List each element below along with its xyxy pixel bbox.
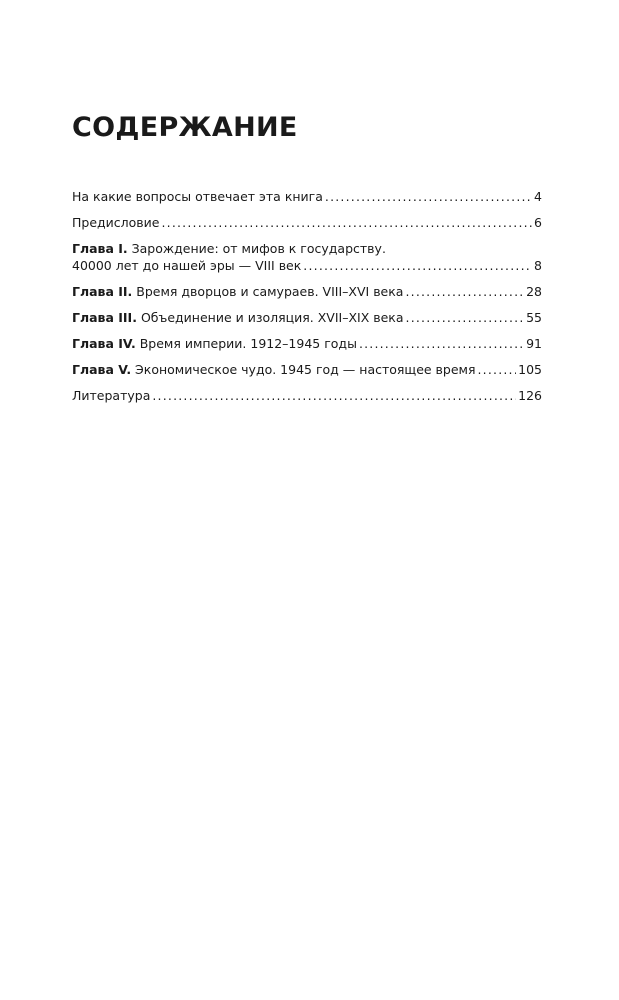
dot-leader	[152, 387, 516, 404]
toc-entry-preface[interactable]	[72, 214, 542, 231]
toc-entry-chapter-3[interactable]	[72, 309, 542, 326]
toc-page-number: 6	[534, 215, 542, 230]
table-of-contents	[72, 188, 542, 413]
toc-entry-chapter-4[interactable]	[72, 335, 542, 352]
toc-entry-line	[72, 257, 542, 274]
toc-entry-chapter-1[interactable]	[72, 240, 542, 274]
toc-entry-title	[72, 335, 357, 352]
toc-entry-line	[72, 309, 542, 326]
toc-page-number: 8	[534, 258, 542, 273]
dot-leader	[359, 335, 524, 352]
chapter-label: Глава IV.	[72, 336, 136, 351]
dot-leader	[161, 214, 532, 231]
toc-entry-title: Литература	[72, 388, 151, 403]
toc-entry-line	[72, 240, 542, 257]
dot-leader	[406, 309, 525, 326]
chapter-label: Глава III.	[72, 310, 137, 325]
toc-page-number: 105	[518, 362, 542, 377]
dot-leader	[303, 257, 532, 274]
chapter-label: Глава I.	[72, 241, 128, 256]
toc-entry-title: На какие вопросы отвечает эта книга	[72, 189, 323, 204]
toc-entry-line	[72, 214, 542, 231]
dot-leader	[478, 361, 517, 378]
toc-entry-questions[interactable]	[72, 188, 542, 205]
toc-entry-literature[interactable]	[72, 387, 542, 404]
toc-entry-title	[72, 283, 403, 300]
toc-entry-line	[72, 361, 542, 378]
toc-page-number: 91	[526, 336, 542, 351]
toc-entry-line	[72, 188, 542, 205]
chapter-title: Зарождение: от мифов к государству.	[127, 241, 386, 256]
toc-entry-line	[72, 387, 542, 404]
toc-entry-chapter-5[interactable]	[72, 361, 542, 378]
chapter-label: Глава II.	[72, 284, 133, 299]
toc-page-number: 28	[526, 284, 542, 299]
toc-entry-title: Предисловие	[72, 215, 160, 230]
toc-entry-chapter-2[interactable]	[72, 283, 542, 300]
toc-entry-title	[72, 240, 386, 257]
chapter-title: Экономическое чудо. 1945 год — настоящее время	[131, 362, 476, 377]
toc-entry-line	[72, 283, 542, 300]
chapter-title: Время империи. 1912–1945 годы	[135, 336, 357, 351]
chapter-title: Объединение и изоляция. XVII–XIX века	[136, 310, 404, 325]
toc-page-number: 55	[526, 310, 542, 325]
dot-leader	[405, 283, 524, 300]
dot-leader	[325, 188, 532, 205]
toc-entry-title	[72, 309, 404, 326]
toc-page-number: 126	[518, 388, 542, 403]
toc-entry-line	[72, 335, 542, 352]
page-title: СОДЕРЖАНИЕ	[72, 112, 298, 143]
chapter-title-continued: 40000 лет до нашей эры — VIII век	[72, 258, 302, 273]
chapter-title: Время дворцов и самураев. VIII–XVI века	[132, 284, 404, 299]
toc-entry-title	[72, 361, 476, 378]
chapter-label: Глава V.	[72, 362, 132, 377]
toc-page-number: 4	[534, 189, 542, 204]
